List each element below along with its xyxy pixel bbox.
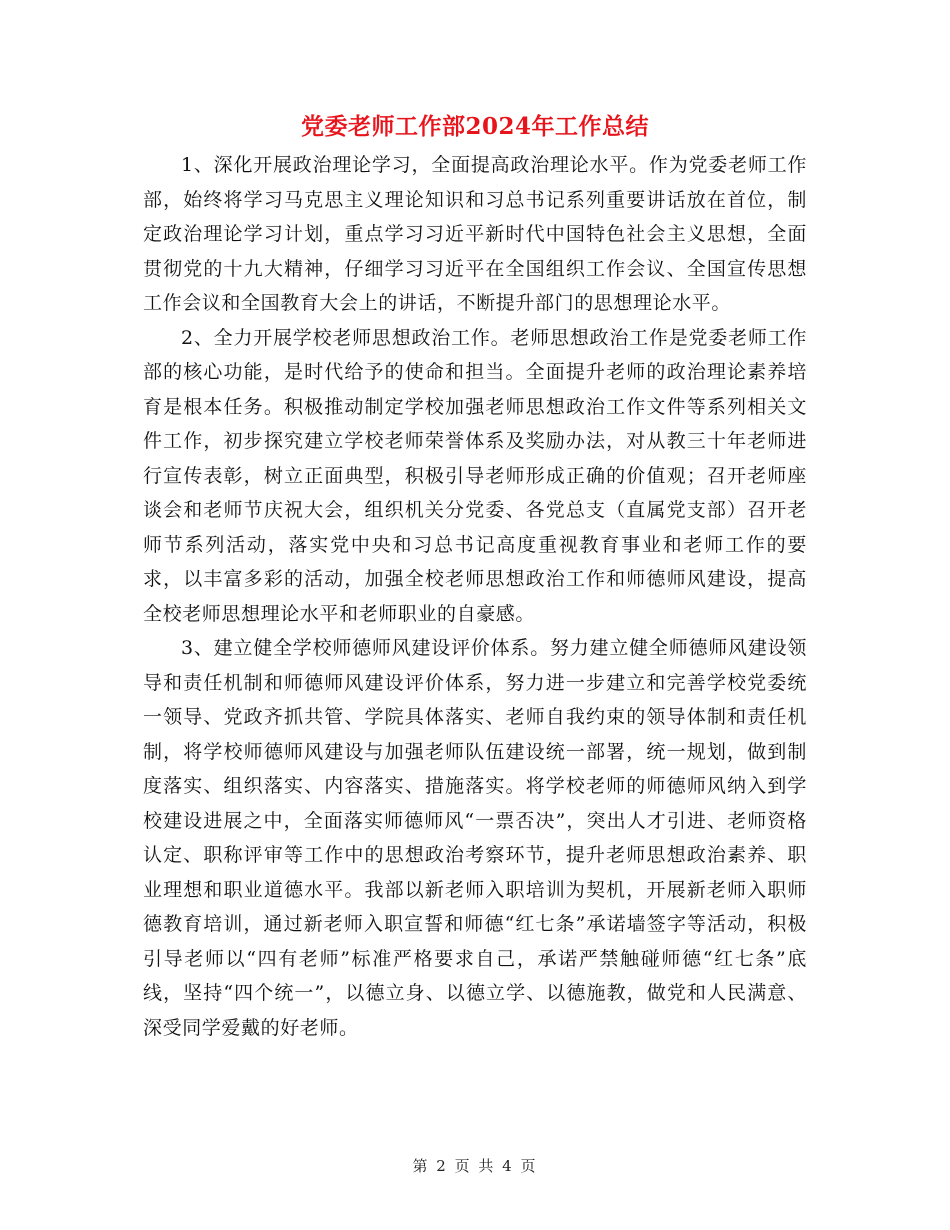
page-number-footer: 第 2 页 共 4 页	[412, 1157, 538, 1175]
document-body	[143, 148, 807, 1045]
paragraph-2: 2、全力开展学校老师思想政治工作。老师思想政治工作是党委老师工作部的核心功能，是时代给予的使命和担当。全面提升老师的政治理论素养培育是根本任务。积极推动制定学校加强老师思想政治工作文件等系列相关文件工作，初步探究建立学校老师荣誉体系及奖励办法，对从教三十年老师进行宣传表彰，树立正面典型，积极引导老师形成正确的价值观；召开老师座谈会和老师节庆祝大会，组织机关分党委、各党总支（直属党支部）召开老师节系列活动，落实党中央和习总书记高度重视教育事业和老师工作的要求，以丰富多彩的活动，加强全校老师思想政治工作和师德师风建设，提高全校老师思想理论水平和老师职业的自豪感。	[143, 326, 807, 625]
paragraph-1: 1、深化开展政治理论学习，全面提高政治理论水平。作为党委老师工作部，始终将学习马克思主义理论知识和习总书记系列重要讲话放在首位，制定政治理论学习计划，重点学习习近平新时代中国特色社会主义思想，全面贯彻党的十九大精神，仔细学习习近平在全国组织工作会议、全国宣传思想工作会议和全国教育大会上的讲话，不断提升部门的思想理论水平。	[143, 154, 807, 314]
paragraph-3: 3、建立健全学校师德师风建设评价体系。努力建立健全师德师风建设领导和责任机制和师德师风建设评价体系，努力进一步建立和完善学校党委统一领导、党政齐抓共管、学院具体落实、老师自我约束的领导体制和责任机制，将学校师德师风建设与加强老师队伍建设统一部署，统一规划，做到制度落实、组织落实、内容落实、措施落实。将学校老师的师德师风纳入到学校建设进展之中，全面落实师德师风“一票否决”，突出人才引进、老师资格认定、职称评审等工作中的思想政治考察环节，提升老师思想政治素养、职业理想和职业道德水平。我部以新老师入职培训为契机，开展新老师入职师德教育培训，通过新老师入职宣誓和师德“红七条”承诺墙签字等活动，积极引导老师以“四有老师”标准严格要求自己，承诺严禁触碰师德“红七条”底线，坚持“四个统一”，以德立身、以德立学、以德施教，做党和人民满意、深受同学爱戴的好老师。	[143, 637, 807, 1039]
document-title: 党委老师工作部2024年工作总结	[300, 113, 649, 140]
